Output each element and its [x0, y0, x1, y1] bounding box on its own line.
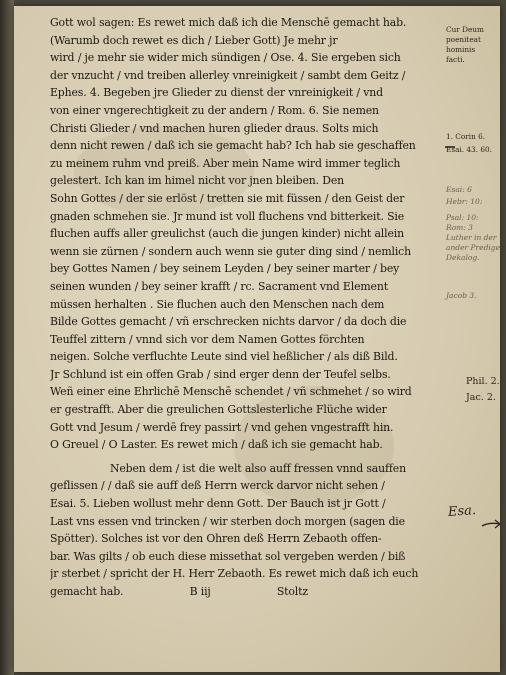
- handwritten-note: Dekalog.: [446, 253, 480, 262]
- margin-note: Cur Deum: [446, 25, 484, 34]
- handwritten-note: Jacob 3.: [446, 291, 477, 300]
- book-gutter: [0, 0, 14, 675]
- text-line: geflissen / / daß sie auff deß Herrn werck darvor nicht sehen /: [50, 479, 385, 493]
- margin-note: Phil. 2.: [466, 376, 500, 387]
- handwritten-note: ander Predige: [446, 243, 501, 252]
- text-line: wird / je mehr sie wider mich sündigen / Ose. 4. Sie ergeben sich: [50, 51, 401, 65]
- handwritten-note: Psal: 10:: [446, 213, 479, 222]
- text-line: O Greuel / O Laster. Es rewet mich / daß ich sie gemacht hab.: [50, 438, 383, 452]
- text-line: der vnzucht / vnd treiben allerley vnreinigkeit / sambt dem Geitz /: [50, 68, 406, 82]
- text-line: Spötter). Solches ist vor den Ohren deß Herrn Zebaoth offen-: [50, 532, 382, 546]
- book-page: [14, 6, 500, 672]
- text-line: Bilde Gottes gemacht / vñ erschrecken nichts darvor / da doch die: [50, 315, 407, 329]
- handwritten-note: Esai: 6: [446, 185, 472, 194]
- text-line: Christi Glieder / vnd machen huren glieder draus. Solts mich: [50, 121, 379, 135]
- text-line: seinen wunden / bey seiner krafft / rc. Sacrament vnd Element: [50, 279, 388, 293]
- text-line: Jr Schlund ist ein offen Grab / sind erger denn der Teufel selbs.: [50, 367, 391, 381]
- pen-mark-icon: [444, 143, 456, 151]
- text-line: (Warumb doch rewet es dich / Lieber Gott) Je mehr jr: [50, 33, 338, 47]
- text-line: bey Gottes Namen / bey seinem Leyden / bey seiner marter / bey: [50, 262, 400, 276]
- text-line: gnaden schmehen sie. Jr mund ist voll fluchens vnd bitterkeit. Sie: [50, 209, 405, 223]
- text-line: fluchen auffs aller greulichst (auch die jungen kinder) nicht allein: [50, 227, 404, 241]
- margin-note: poeniteat: [446, 35, 481, 44]
- text-line: gelestert. Ich kan im himel nicht vor jnen bleiben. Den: [50, 174, 345, 188]
- text-line-with-signature: gemacht hab. B iij Stoltz: [50, 585, 308, 598]
- handwritten-note: Rom: 3: [446, 223, 473, 232]
- text-line: zu meinem ruhm vnd preiß. Aber mein Name wird immer teglich: [50, 156, 401, 170]
- margin-note: facti.: [446, 55, 465, 64]
- margin-note: Jac. 2.: [466, 392, 496, 403]
- text-line: wenn sie zürnen / sondern auch wenn sie guter ding sind / nemlich: [50, 244, 411, 258]
- margin-note: Esai. 43. 60.: [446, 145, 492, 154]
- text-line: Gott vnd Jesum / werdē frey passirt / vnd gehen vngestrafft hin.: [50, 420, 394, 434]
- handwritten-note: Esa.: [447, 503, 477, 520]
- text-line: Neben dem / ist die welt also auff fressen vnnd sauffen: [110, 461, 406, 475]
- main-text-block: [50, 14, 452, 601]
- text-line: jr sterbet / spricht der H. Herr Zebaoth. Es rewet mich daß ich euch: [50, 567, 419, 581]
- margin-note: hominis: [446, 45, 476, 54]
- text-line: Gott wol sagen: Es rewet mich daß ich die Menschē gemacht hab.: [50, 16, 407, 29]
- text-line: Weñ einer eine Ehrlichē Menschē schendet / vñ schmehet / so wird: [50, 385, 412, 399]
- text-line: neigen. Solche verfluchte Leute sind viel heßlicher / als diß Bild.: [50, 350, 398, 364]
- handwritten-note: Hebr: 10:: [446, 197, 483, 206]
- text-line: Teuffel zittern / vnnd sich vor dem Namen Gottes förchten: [50, 332, 365, 346]
- text-line: Last vns essen vnd trincken / wir sterben doch morgen (sagen die: [50, 514, 405, 528]
- text-line: von einer vngerechtigkeit zu der andern / Rom. 6. Sie nemen: [50, 103, 379, 117]
- handwritten-note: Luther in der: [446, 233, 497, 242]
- text-line: bar. Was gilts / ob euch diese missethat sol vergeben werden / biß: [50, 549, 406, 563]
- text-line: er gestrafft. Aber die greulichen Gottslesterliche Flüche wider: [50, 403, 387, 417]
- text-line: Ephes. 4. Begeben jre Glieder zu dienst der vnreinigkeit / vnd: [50, 86, 383, 100]
- text-line: denn nicht rewen / daß ich sie gemacht hab? Ich hab sie geschaffen: [50, 139, 416, 153]
- text-line: müssen herhalten . Sie fluchen auch den Menschen nach dem: [50, 297, 385, 311]
- handwritten-arrow-icon: [481, 518, 503, 532]
- text-line: Sohn Gottes / der sie erlöst / tretten sie mit füssen / den Geist der: [50, 191, 405, 205]
- margin-note: 1. Corin 6.: [446, 132, 486, 141]
- text-line: Esai. 5. Lieben wollust mehr denn Gott. Der Bauch ist jr Gott /: [50, 497, 386, 511]
